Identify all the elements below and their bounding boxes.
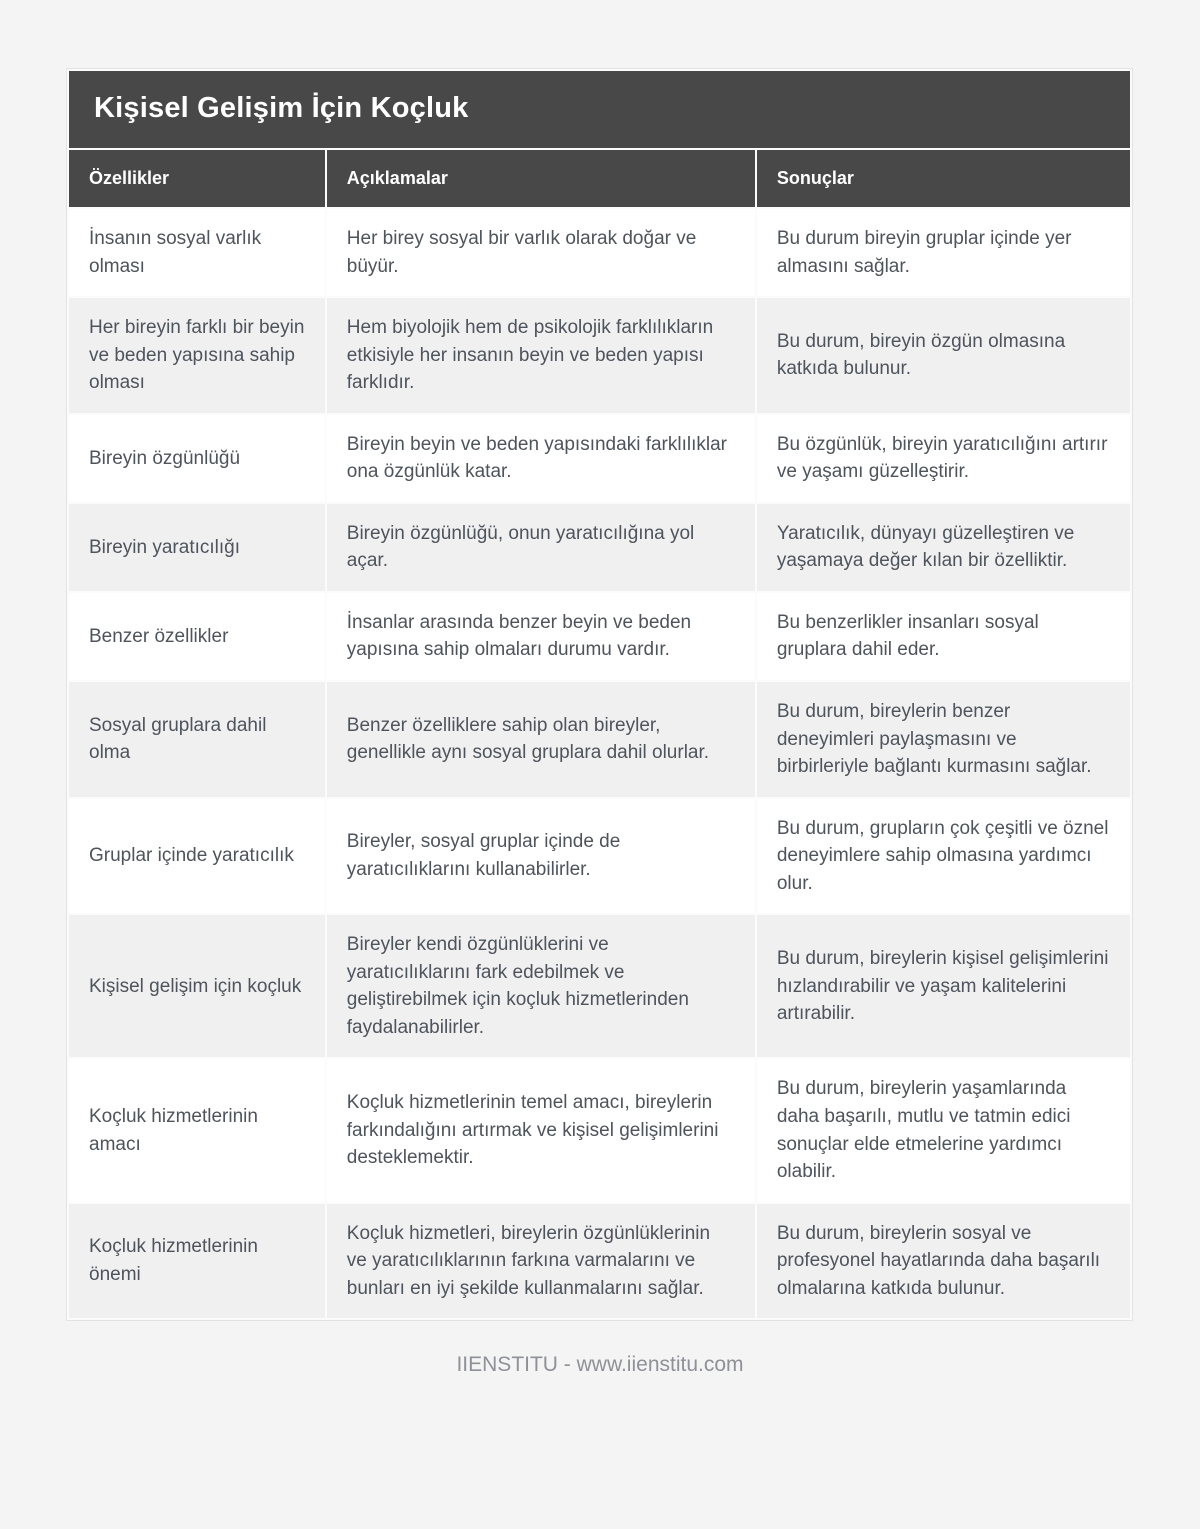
- page-title: Kişisel Gelişim İçin Koçluk: [69, 71, 1130, 148]
- footer-branding: IIENSTITU - www.iienstitu.com: [456, 1353, 744, 1377]
- table-header-row: [69, 150, 1130, 207]
- column-header-aciklamalar: Açıklamalar: [327, 150, 755, 207]
- cell-sonuc: Yaratıcılık, dünyayı güzelleştiren ve yaşamaya değer kılan bir özelliktir.: [757, 504, 1130, 591]
- cell-sonuc: Bu durum, bireylerin kişisel gelişimlerini hızlandırabilir ve yaşam kalitelerini artırabilir.: [757, 915, 1130, 1057]
- cell-ozellik: Koçluk hizmetlerinin önemi: [69, 1204, 325, 1319]
- cell-sonuc: Bu durum, bireylerin sosyal ve profesyonel hayatlarında daha başarılı olmalarına katkıda bulunur.: [757, 1204, 1130, 1319]
- cell-ozellik: Gruplar içinde yaratıcılık: [69, 799, 325, 914]
- cell-aciklama: Hem biyolojik hem de psikolojik farklılıkların etkisiyle her insanın beyin ve beden yapısı farklıdır.: [327, 298, 755, 413]
- cell-ozellik: Koçluk hizmetlerinin amacı: [69, 1059, 325, 1201]
- column-header-sonuclar: Sonuçlar: [757, 150, 1130, 207]
- cell-aciklama: Benzer özelliklere sahip olan bireyler, genellikle aynı sosyal gruplara dahil olurlar.: [327, 682, 755, 797]
- cell-aciklama: Koçluk hizmetlerinin temel amacı, bireylerin farkındalığını artırmak ve kişisel gelişimlerini desteklemektir.: [327, 1059, 755, 1201]
- document-card: [66, 68, 1133, 1321]
- table-row: [69, 504, 1130, 591]
- column-header-ozellikler: Özellikler: [69, 150, 325, 207]
- cell-ozellik: İnsanın sosyal varlık olması: [69, 209, 325, 296]
- table-row: [69, 682, 1130, 797]
- cell-sonuc: Bu durum, bireylerin yaşamlarında daha başarılı, mutlu ve tatmin edici sonuçlar elde etmelerine yardımcı olabilir.: [757, 1059, 1130, 1201]
- cell-sonuc: Bu benzerlikler insanları sosyal gruplara dahil eder.: [757, 593, 1130, 680]
- cell-ozellik: Her bireyin farklı bir beyin ve beden yapısına sahip olması: [69, 298, 325, 413]
- table-row: [69, 298, 1130, 413]
- cell-ozellik: Sosyal gruplara dahil olma: [69, 682, 325, 797]
- cell-ozellik: Kişisel gelişim için koçluk: [69, 915, 325, 1057]
- cell-sonuc: Bu özgünlük, bireyin yaratıcılığını artırır ve yaşamı güzelleştirir.: [757, 415, 1130, 502]
- content-table: [67, 148, 1132, 1320]
- cell-ozellik: Bireyin özgünlüğü: [69, 415, 325, 502]
- cell-sonuc: Bu durum, bireyin özgün olmasına katkıda bulunur.: [757, 298, 1130, 413]
- table-row: [69, 915, 1130, 1057]
- cell-aciklama: Bireyler kendi özgünlüklerini ve yaratıcılıklarını fark edebilmek ve geliştirebilmek için koçluk hizmetlerinden faydalanabilirler.: [327, 915, 755, 1057]
- table-row: [69, 799, 1130, 914]
- cell-aciklama: Koçluk hizmetleri, bireylerin özgünlüklerinin ve yaratıcılıklarının farkına varmalarını ve bunları en iyi şekilde kullanmalarını sağlar.: [327, 1204, 755, 1319]
- table-row: [69, 209, 1130, 296]
- cell-aciklama: Bireyler, sosyal gruplar içinde de yaratıcılıklarını kullanabilirler.: [327, 799, 755, 914]
- cell-sonuc: Bu durum, bireylerin benzer deneyimleri paylaşmasını ve birbirleriyle bağlantı kurmasını sağlar.: [757, 682, 1130, 797]
- cell-aciklama: Bireyin özgünlüğü, onun yaratıcılığına yol açar.: [327, 504, 755, 591]
- table-row: [69, 415, 1130, 502]
- cell-aciklama: İnsanlar arasında benzer beyin ve beden yapısına sahip olmaları durumu vardır.: [327, 593, 755, 680]
- table-row: [69, 1059, 1130, 1201]
- table-row: [69, 593, 1130, 680]
- cell-aciklama: Her birey sosyal bir varlık olarak doğar ve büyür.: [327, 209, 755, 296]
- cell-sonuc: Bu durum bireyin gruplar içinde yer almasını sağlar.: [757, 209, 1130, 296]
- cell-sonuc: Bu durum, grupların çok çeşitli ve öznel deneyimlere sahip olmasına yardımcı olur.: [757, 799, 1130, 914]
- cell-ozellik: Bireyin yaratıcılığı: [69, 504, 325, 591]
- table-row: [69, 1204, 1130, 1319]
- cell-aciklama: Bireyin beyin ve beden yapısındaki farklılıklar ona özgünlük katar.: [327, 415, 755, 502]
- cell-ozellik: Benzer özellikler: [69, 593, 325, 680]
